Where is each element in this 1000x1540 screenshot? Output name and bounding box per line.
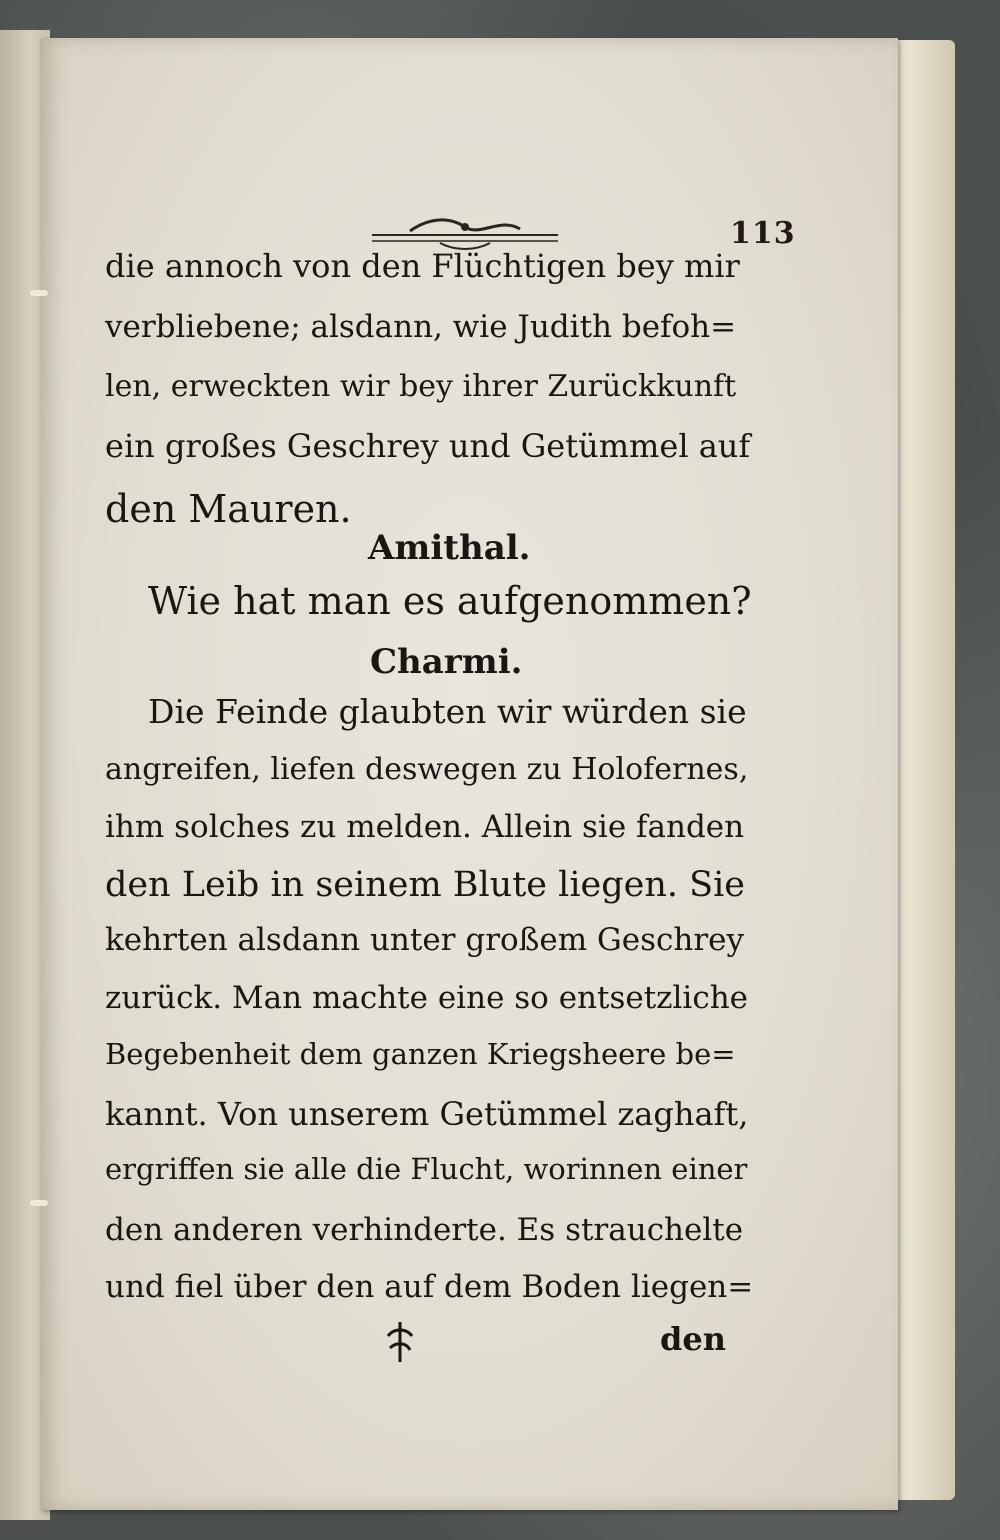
text-line: den Leib in seinem Blute liegen. Sie (105, 865, 746, 905)
signature-mark (380, 1318, 420, 1366)
text-line: len, erweckten wir bey ihrer Zurückkunft (105, 369, 737, 404)
text-line: ihm solches zu melden. Allein sie fanden (105, 809, 745, 845)
speaker-name-charmi: Charmi. (370, 642, 523, 682)
text-line: verbliebene; alsdann, wie Judith befoh= (105, 309, 737, 345)
page-tear (30, 1200, 48, 1206)
speaker-name-amithal: Amithal. (368, 528, 531, 568)
text-line: kehrten alsdann unter großem Geschrey (105, 922, 745, 958)
text-line: Die Feinde glaubten wir würden sie (148, 692, 747, 731)
text-line: ergriffen sie alle die Flucht, worinnen einer (105, 1152, 748, 1186)
question-line: Wie hat man es aufgenommen? (148, 579, 752, 623)
page-number: 113 (730, 216, 796, 251)
text-line: Begebenheit dem ganzen Kriegsheere be= (105, 1037, 736, 1071)
catchword: den (660, 1320, 726, 1358)
text-line: die annoch von den Flüchtigen bey mir (105, 247, 740, 285)
text-line: den Mauren. (105, 487, 352, 531)
text-line: zurück. Man machte eine so entsetzliche (105, 980, 749, 1016)
text-line: ein großes Geschrey und Getümmel auf (105, 427, 751, 465)
page-tear (30, 290, 48, 296)
text-line: kannt. Von unserem Getümmel zaghaft, (105, 1095, 749, 1133)
text-line: den anderen verhinderte. Es strauchelte (105, 1212, 744, 1248)
text-line: angreifen, liefen deswegen zu Holofernes, (105, 752, 749, 787)
text-line: und fiel über den auf dem Boden liegen= (105, 1269, 754, 1305)
